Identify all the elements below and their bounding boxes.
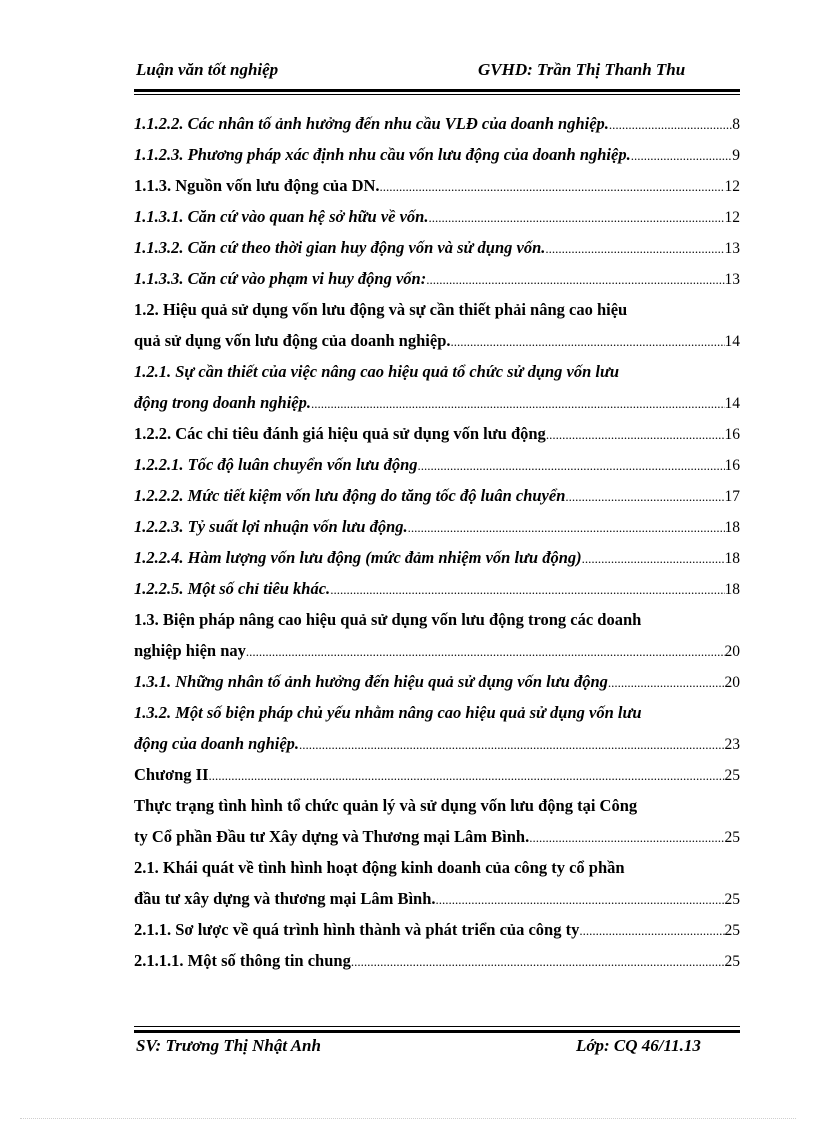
toc-entry-title: 1.2.2.2. Mức tiết kiệm vốn lưu động do tăng tốc độ luân chuyển bbox=[134, 486, 566, 505]
toc-leader-dots bbox=[418, 455, 725, 475]
toc-page-number: 25 bbox=[724, 767, 740, 784]
toc-page-number: 14 bbox=[724, 333, 740, 350]
toc-entry-title: 1.2.1. Sự cần thiết của việc nâng cao hiệu quả tổ chức sử dụng vốn lưu bbox=[134, 362, 620, 381]
toc-page-number: 23 bbox=[724, 736, 740, 753]
toc-entry-title: 1.2. Hiệu quả sử dụng vốn lưu động và sự cần thiết phải nâng cao hiệu bbox=[134, 300, 628, 319]
toc-entry-title: 2.1. Khái quát về tình hình hoạt động kinh doanh của công ty cổ phần bbox=[134, 858, 625, 877]
toc-entry-title: ty Cổ phần Đầu tư Xây dựng và Thương mại Lâm Bình. bbox=[134, 827, 530, 846]
toc-entry-title: 1.2.2.4. Hàm lượng vốn lưu động (mức đảm nhiệm vốn lưu động) bbox=[134, 548, 582, 567]
toc-entry bbox=[134, 920, 740, 951]
toc-page-number: 18 bbox=[724, 550, 740, 567]
toc-leader-dots bbox=[631, 145, 733, 165]
toc-leader-dots bbox=[408, 517, 725, 537]
toc-leader-dots bbox=[608, 672, 725, 692]
toc-page-number: 18 bbox=[724, 581, 740, 598]
header-rule-thin bbox=[134, 94, 740, 95]
toc-page-number: 14 bbox=[724, 395, 740, 412]
toc-entry bbox=[134, 579, 740, 610]
toc-leader-dots bbox=[311, 393, 725, 413]
toc-entry bbox=[134, 672, 740, 703]
toc-entry bbox=[134, 207, 740, 238]
header-rule-thick bbox=[134, 89, 740, 92]
toc-entry bbox=[134, 517, 740, 548]
toc-entry-title: 2.1.1. Sơ lược về quá trình hình thành và phát triển của công ty bbox=[134, 920, 580, 939]
toc-leader-dots bbox=[246, 641, 725, 661]
toc-entry bbox=[134, 889, 740, 920]
toc-entry bbox=[134, 176, 740, 207]
toc-page-number: 12 bbox=[724, 209, 740, 226]
toc-leader-dots bbox=[330, 579, 724, 599]
footer-rule-thin bbox=[134, 1026, 740, 1027]
toc-entry-title: 1.2.2.3. Tỷ suất lợi nhuận vốn lưu động. bbox=[134, 517, 408, 536]
toc-entry bbox=[134, 610, 740, 641]
toc-entry bbox=[134, 641, 740, 672]
toc-page-number: 9 bbox=[732, 147, 740, 164]
toc-leader-dots bbox=[209, 765, 725, 785]
toc-leader-dots bbox=[546, 424, 725, 444]
toc-entry bbox=[134, 734, 740, 765]
toc-page-number: 25 bbox=[724, 829, 740, 846]
toc-entry-title: Thực trạng tình hình tổ chức quản lý và sử dụng vốn lưu động tại Công bbox=[134, 796, 638, 815]
toc-entry bbox=[134, 827, 740, 858]
header-thesis-label: Luận văn tốt nghiệp bbox=[136, 60, 279, 79]
toc-entry bbox=[134, 393, 740, 424]
page-footer bbox=[134, 1036, 740, 1060]
toc-entry bbox=[134, 362, 740, 393]
toc-entry bbox=[134, 300, 740, 331]
toc-entry-title: 1.2.2.5. Một số chỉ tiêu khác. bbox=[134, 579, 331, 598]
toc-leader-dots bbox=[299, 734, 724, 754]
toc-leader-dots bbox=[582, 548, 725, 568]
toc-entry-title: 1.1.3.2. Căn cứ theo thời gian huy động vốn và sử dụng vốn. bbox=[134, 238, 546, 257]
toc-entry-title: 1.3. Biện pháp nâng cao hiệu quả sử dụng vốn lưu động trong các doanh bbox=[134, 610, 642, 629]
toc-entry-title: 1.2.2.1. Tốc độ luân chuyển vốn lưu động bbox=[134, 455, 418, 474]
toc-entry bbox=[134, 455, 740, 486]
toc-page-number: 25 bbox=[724, 891, 740, 908]
page-header bbox=[134, 60, 740, 84]
toc-page-number: 25 bbox=[724, 953, 740, 970]
toc-leader-dots bbox=[545, 238, 724, 258]
toc-leader-dots bbox=[565, 486, 724, 506]
toc-leader-dots bbox=[380, 176, 725, 196]
toc-leader-dots bbox=[609, 114, 732, 134]
toc-leader-dots bbox=[579, 920, 724, 940]
toc-entry-title: 1.1.3.3. Căn cứ vào phạm vi huy động vốn: bbox=[134, 269, 427, 288]
toc-entry bbox=[134, 765, 740, 796]
toc-entry-title: 1.2.2. Các chỉ tiêu đánh giá hiệu quả sử dụng vốn lưu động bbox=[134, 424, 546, 443]
toc-entry-title: 1.1.3.1. Căn cứ vào quan hệ sở hữu về vốn. bbox=[134, 207, 429, 226]
toc-leader-dots bbox=[428, 207, 724, 227]
toc-entry-title: 1.3.2. Một số biện pháp chủ yếu nhằm nâng cao hiệu quả sử dụng vốn lưu bbox=[134, 703, 642, 722]
toc-page-number: 8 bbox=[732, 116, 740, 133]
toc-entry bbox=[134, 238, 740, 269]
toc-entry-title: nghiệp hiện nay bbox=[134, 641, 246, 660]
toc-entry bbox=[134, 548, 740, 579]
toc-entry-title: đầu tư xây dựng và thương mại Lâm Bình. bbox=[134, 889, 436, 908]
toc-entry bbox=[134, 951, 740, 982]
toc-page-number: 20 bbox=[724, 674, 740, 691]
toc-page-number: 16 bbox=[724, 426, 740, 443]
toc-entry bbox=[134, 114, 740, 145]
toc-entry-title: 1.3.1. Những nhân tố ảnh hưởng đến hiệu quả sử dụng vốn lưu động bbox=[134, 672, 608, 691]
toc-leader-dots bbox=[436, 889, 725, 909]
toc-entry bbox=[134, 424, 740, 455]
toc-leader-dots bbox=[351, 951, 725, 971]
toc-page-number: 12 bbox=[724, 178, 740, 195]
footer-class: Lớp: CQ 46/11.13 bbox=[576, 1036, 701, 1055]
toc-entry-title: 1.1.3. Nguồn vốn lưu động của DN. bbox=[134, 176, 380, 195]
toc-entry-title: 1.1.2.2. Các nhân tố ảnh hưởng đến nhu cầu VLĐ của doanh nghiệp. bbox=[134, 114, 609, 133]
toc-page-number: 13 bbox=[724, 240, 740, 257]
toc-entry-title: quả sử dụng vốn lưu động của doanh nghiệp. bbox=[134, 331, 451, 350]
header-supervisor: GVHD: Trần Thị Thanh Thu bbox=[478, 60, 686, 79]
toc-leader-dots bbox=[451, 331, 725, 351]
toc-entry bbox=[134, 858, 740, 889]
footer-student: SV: Trương Thị Nhật Anh bbox=[136, 1036, 321, 1055]
page-edge-divider bbox=[20, 1118, 796, 1119]
toc-page-number: 25 bbox=[724, 922, 740, 939]
toc-entry bbox=[134, 145, 740, 176]
toc-entry-title: 1.1.2.3. Phương pháp xác định nhu cầu vốn lưu động của doanh nghiệp. bbox=[134, 145, 631, 164]
toc-page-number: 16 bbox=[724, 457, 740, 474]
toc-entry bbox=[134, 269, 740, 300]
toc-entry bbox=[134, 486, 740, 517]
toc-entry bbox=[134, 331, 740, 362]
toc-page-number: 18 bbox=[724, 519, 740, 536]
toc-leader-dots bbox=[529, 827, 724, 847]
toc-entry bbox=[134, 796, 740, 827]
toc-page-number: 13 bbox=[724, 271, 740, 288]
toc-entry-title: 2.1.1.1. Một số thông tin chung bbox=[134, 951, 351, 970]
toc-entry-title: động của doanh nghiệp. bbox=[134, 734, 300, 753]
toc-page-number: 17 bbox=[724, 488, 740, 505]
toc-entry bbox=[134, 703, 740, 734]
toc-entry-title: động trong doanh nghiệp. bbox=[134, 393, 311, 412]
toc-entry-title: Chương II bbox=[134, 765, 209, 784]
toc-leader-dots bbox=[426, 269, 724, 289]
toc-page-number: 20 bbox=[724, 643, 740, 660]
footer-rule-thick bbox=[134, 1030, 740, 1033]
